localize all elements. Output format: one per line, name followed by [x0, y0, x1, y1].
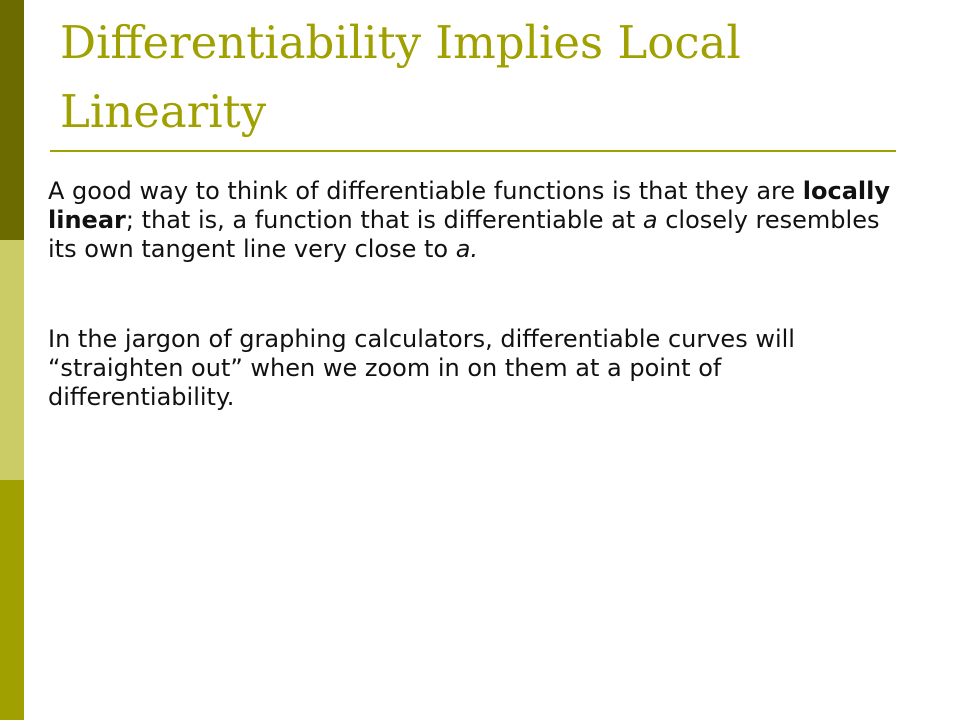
paragraph-graphing-calculators: In the jargon of graphing calculators, differentiable curves will “straighten out” when we zoom in on them at a point of differentiability. — [48, 325, 795, 411]
sidebar-segment-top — [0, 0, 24, 240]
paragraph-1-text-b: ; that is, a function that is differentiable at — [125, 206, 643, 234]
paragraph-local-linearity — [48, 177, 908, 264]
slide-title: Differentiability Implies Local Linearity — [60, 16, 741, 138]
sidebar-segment-middle — [0, 240, 24, 480]
paragraph-1-text-a: A good way to think of differentiable functions is that they are — [48, 177, 803, 205]
title-underline-rule — [50, 150, 896, 152]
sidebar-decoration — [0, 0, 24, 720]
paragraph-1-text-c: closely resembles its own tangent line very close to — [48, 206, 880, 263]
paragraph-1-italic-a: a — [642, 206, 658, 234]
sidebar-segment-bottom — [0, 480, 24, 720]
paragraph-1-italic-b: a. — [455, 235, 479, 263]
paragraph-1-bold-term: locally linear — [48, 177, 891, 234]
slide-body — [48, 177, 908, 412]
